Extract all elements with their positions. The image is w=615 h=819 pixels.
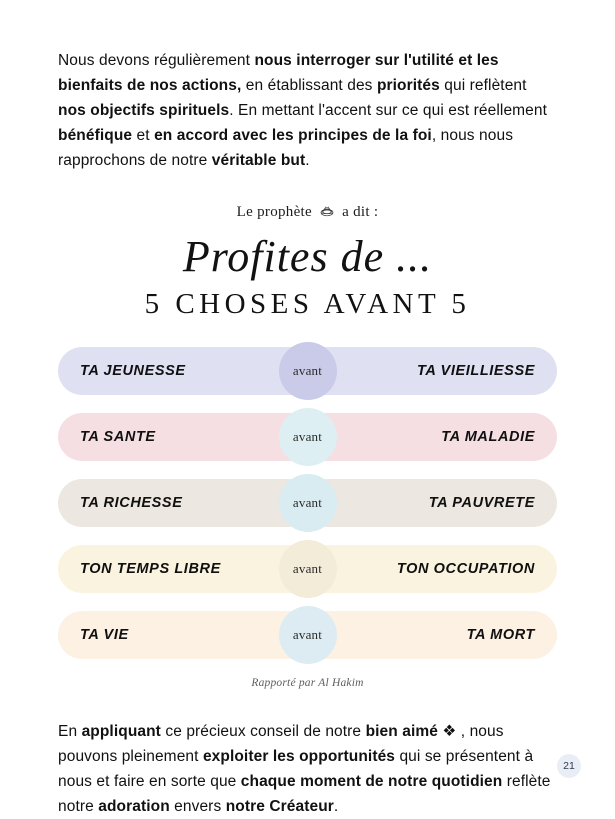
intro-paragraph: [58, 48, 557, 174]
page-title-script: Profites de ...: [182, 231, 433, 281]
row-left-label: TON TEMPS LIBRE: [80, 560, 221, 577]
text-segment: qui reflètent: [439, 77, 527, 95]
text-segment: bien aimé: [365, 722, 438, 740]
row-avant-label: avant: [292, 428, 323, 444]
outro-paragraph: [58, 719, 557, 819]
text-segment: En: [58, 722, 82, 740]
row-avant-circle: [279, 342, 337, 400]
text-segment: , nous nous rapprochons de notre: [58, 127, 514, 170]
text-segment: priorités: [376, 77, 440, 95]
hadith-suffix: a dit :: [342, 203, 379, 220]
text-segment: nos objectifs spirituels: [58, 102, 230, 120]
row-right-label: TON OCCUPATION: [396, 560, 535, 577]
row-avant-label: avant: [292, 494, 323, 510]
hadith-prefix: Le prophète: [236, 203, 312, 220]
comparison-rows: [58, 347, 557, 659]
text-segment: . En mettant l'accent sur ce qui est réellement: [229, 102, 548, 120]
text-segment: ce précieux conseil de notre: [160, 722, 366, 740]
page-title-caps: 5 CHOSES AVANT 5: [144, 287, 471, 320]
row-left-label: TA VIE: [80, 626, 129, 643]
row-right-label: TA PAUVRETE: [428, 494, 535, 511]
text-segment: nous interroger sur l'utilité et les bienfaits de nos actions,: [58, 52, 499, 95]
row-avant-label: avant: [292, 560, 323, 576]
text-segment: véritable but: [211, 152, 306, 170]
comparison-row: [58, 479, 557, 527]
text-segment: chaque moment de notre quotidien: [240, 772, 503, 790]
row-avant-circle: [279, 408, 337, 466]
row-left-label: TA SANTE: [80, 428, 156, 445]
page-number: 21: [557, 754, 581, 778]
text-segment: qui se présentent à nous et faire en sorte que: [58, 747, 534, 790]
salawat-icon: [319, 205, 335, 218]
row-avant-circle: [279, 474, 337, 532]
hadith-intro-line: [58, 204, 557, 221]
row-left-label: TA JEUNESSE: [80, 362, 186, 379]
text-segment: .: [305, 152, 310, 170]
row-left-label: TA RICHESSE: [80, 494, 183, 511]
text-segment: envers: [169, 797, 226, 815]
comparison-row: [58, 413, 557, 461]
text-segment: bénéfique: [58, 127, 133, 145]
hadith-source: Rapporté par Al Hakim: [251, 676, 364, 689]
text-segment: en établissant des: [241, 77, 377, 95]
row-avant-label: avant: [292, 362, 323, 378]
comparison-row: [58, 611, 557, 659]
text-segment: adoration: [98, 797, 170, 815]
text-segment: appliquant: [81, 722, 161, 740]
row-avant-label: avant: [292, 626, 323, 642]
text-segment: exploiter les opportunités: [202, 747, 396, 765]
row-avant-circle: [279, 606, 337, 664]
row-right-label: TA MALADIE: [441, 428, 535, 445]
text-segment: en accord avec les principes de la foi: [154, 127, 432, 145]
text-segment: et: [132, 127, 155, 145]
comparison-row: [58, 347, 557, 395]
text-segment: ❖ , nous pouvons pleinement: [58, 722, 504, 765]
row-avant-circle: [279, 540, 337, 598]
row-right-label: TA MORT: [466, 626, 535, 643]
text-segment: Nous devons régulièrement: [58, 52, 255, 69]
text-segment: reflète notre: [58, 772, 551, 815]
text-segment: .: [333, 797, 339, 815]
comparison-row: [58, 545, 557, 593]
text-segment: notre Créateur: [225, 797, 334, 815]
row-right-label: TA VIEILLIESSE: [417, 362, 535, 379]
